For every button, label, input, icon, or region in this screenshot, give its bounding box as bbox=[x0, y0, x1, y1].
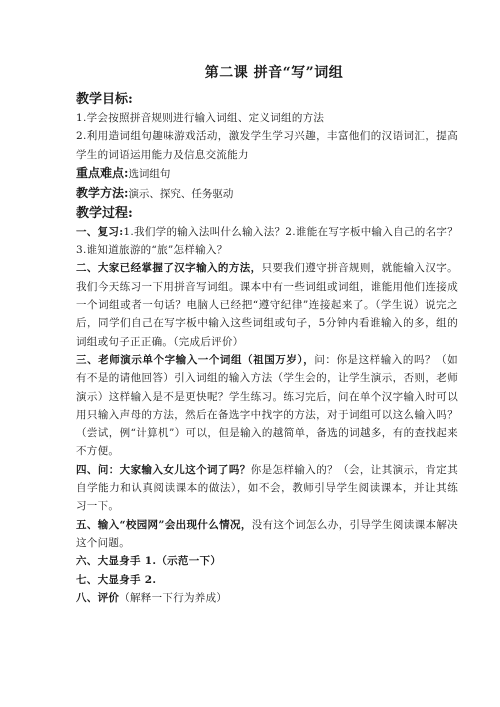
step-3-text: 问：你是这样输入的吗？（如有不是的请他回答）引入词组的输入方法（学生会的，让学生演示，否则，老师演示）这样输入是不是更快呢？学生练习。练习完后，问在单个汉字输入时可以用只输入声母的方法，然后在备选字中找字的方法，对于词组可以这么输入吗？（尝试，例“计算机”）可以，但是输入的越简单，备选的词越多，有的查找起来不方便。 bbox=[76, 353, 458, 458]
objectives-heading: 教学目标: bbox=[76, 92, 133, 107]
step-8-lead: 八、评价 bbox=[76, 591, 120, 604]
step-4-lead: 四、问：大家输入女儿这个词了吗？ bbox=[76, 463, 251, 476]
step-7-lead: 七、大显身手 2. bbox=[76, 573, 157, 586]
key-points-value: 选词组句 bbox=[128, 167, 171, 180]
step-2-lead: 二、大家已经掌握了汉字输入的方法， bbox=[76, 262, 262, 275]
step-6-lead: 六、大显身手 1. bbox=[76, 555, 157, 568]
process-step-5 bbox=[76, 516, 458, 553]
objective-2: 2.利用造词组句趣味游戏活动，激发学生学习兴趣，丰富他们的汉语词汇，提高学生的词语运用能力及信息交流能力 bbox=[76, 130, 458, 161]
key-points-label: 重点难点: bbox=[76, 165, 129, 180]
process-heading: 教学过程: bbox=[76, 205, 133, 221]
step-4-text: 你是怎样输入的？（会，让其演示，肯定其自学能力和认真阅读课本的做法），如不会，教师引导学生阅读课本，并让其练习一下。 bbox=[76, 463, 458, 513]
methods-label: 教学方法: bbox=[76, 185, 129, 200]
step-2-text: 只要我们遵守拼音规则，就能输入汉字。我们今天练习一下用拼音写词组。课本中有一些词组或词组，谁能用他们连接成一个词组或者一句话？电脑人已经把“遵守纪律”连接起来了。（学生说）说完之后，同学们自己在写字板中输入这些词组或句子，5分钟内看谁输入的多，组的词组或句子正正确。（完成后评价） bbox=[76, 262, 458, 348]
process-step-7 bbox=[76, 571, 458, 589]
process-step-6 bbox=[76, 552, 458, 570]
methods-value: 演示、探究、任务驱动 bbox=[128, 187, 234, 200]
process-step-3 bbox=[76, 351, 458, 461]
step-6-text: （示范一下） bbox=[156, 555, 222, 568]
step-3-lead: 三、老师演示单个字输入一个词组（祖国万岁）， bbox=[76, 353, 315, 366]
step-8-text: （解释一下行为养成） bbox=[119, 591, 228, 604]
step-1-lead: 一、复习: bbox=[76, 225, 124, 238]
objective-1: 1.学会按照拼音规则进行输入词组、定义词组的方法 bbox=[76, 112, 325, 124]
process-step-2 bbox=[76, 259, 458, 350]
process-step-1 bbox=[76, 223, 458, 260]
process-step-8 bbox=[76, 589, 458, 607]
key-points bbox=[76, 164, 458, 184]
process-step-4 bbox=[76, 461, 458, 516]
methods bbox=[76, 184, 458, 204]
document-title: 第二课 拼音“写”词组 bbox=[204, 65, 344, 81]
step-1-text: 1.我们学的输入法叫什么输入法？2.谁能在写字板中输入自己的名字？3.谁知道旅游的“旅”怎样输入？ bbox=[76, 225, 458, 257]
step-5-text: 没有这个词怎么办，引导学生阅读课本解决这个问题。 bbox=[76, 518, 458, 549]
step-5-lead: 五、输入“校园网”会出现什么情况， bbox=[76, 518, 252, 531]
